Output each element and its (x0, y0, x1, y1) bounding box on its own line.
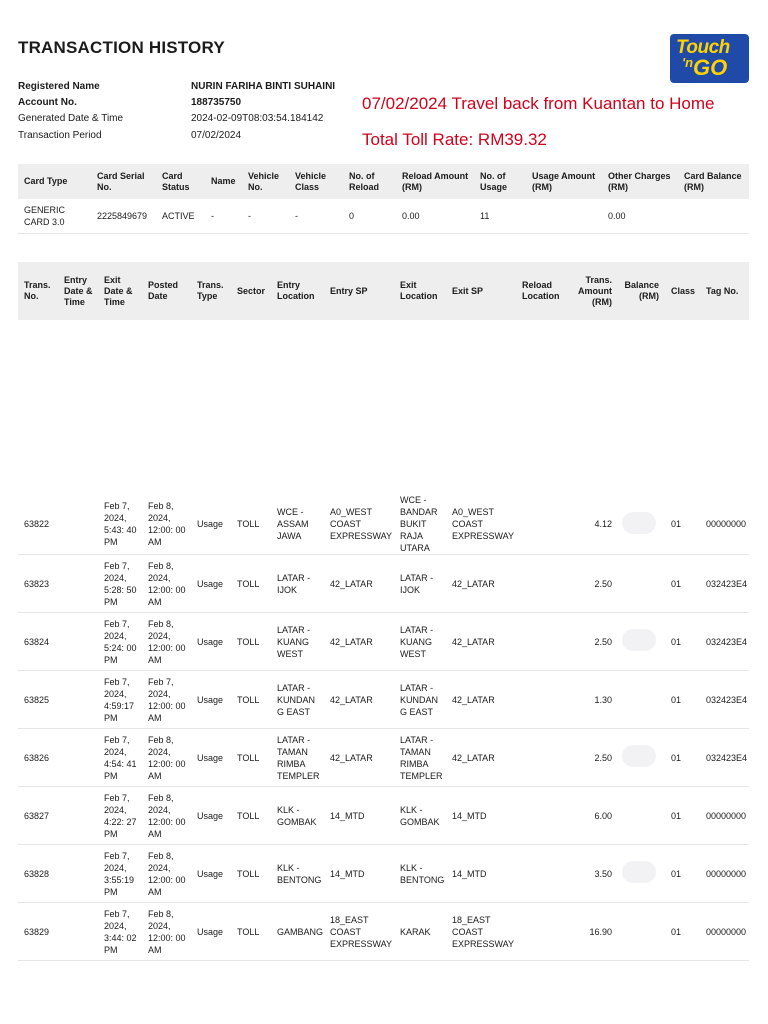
transaction-cell: 14_MTD (446, 787, 516, 845)
transaction-table (18, 494, 749, 961)
transaction-cell (618, 903, 665, 961)
transaction-cell: TOLL (231, 555, 271, 613)
transaction-cell: 63824 (18, 613, 58, 671)
card-cell: ACTIVE (156, 199, 205, 234)
transaction-cell: 01 (665, 787, 700, 845)
account-no-value: 188735750 (191, 97, 242, 108)
card-cell: GENERIC CARD 3.0 (18, 199, 91, 234)
transaction-header-cell: Exit Location (394, 262, 446, 320)
transaction-cell: Feb 8, 2024, 12:00: 00 AM (142, 787, 191, 845)
transaction-cell: 2.50 (571, 613, 618, 671)
transaction-cell (58, 845, 98, 903)
transaction-header-cell: Class (665, 262, 700, 320)
transaction-header-cell: Entry SP (324, 262, 394, 320)
transaction-cell: Usage (191, 845, 231, 903)
transaction-cell (618, 787, 665, 845)
transaction-cell: 42_LATAR (446, 729, 516, 787)
card-header-cell: Name (205, 164, 242, 199)
page-title: TRANSACTION HISTORY (18, 38, 225, 57)
account-no-label: Account No. (18, 97, 77, 108)
transaction-cell: 63826 (18, 729, 58, 787)
transaction-cell: TOLL (231, 671, 271, 729)
redacted-balance-mark (622, 745, 656, 767)
transaction-cell: Feb 7, 2024, 3:55:19 PM (98, 845, 142, 903)
transaction-cell (618, 845, 665, 903)
transaction-cell (618, 494, 665, 555)
transaction-cell (516, 555, 571, 613)
transaction-cell: 01 (665, 671, 700, 729)
transaction-header-cell: Exit SP (446, 262, 516, 320)
transaction-cell: Usage (191, 494, 231, 555)
transaction-cell: 42_LATAR (324, 555, 394, 613)
logo-text-top: Touch (676, 37, 730, 58)
transaction-cell (618, 729, 665, 787)
transaction-cell: 16.90 (571, 903, 618, 961)
transaction-cell: KARAK (394, 903, 446, 961)
transaction-cell: Usage (191, 729, 231, 787)
transaction-cell: Feb 7, 2024, 5:43: 40 PM (98, 494, 142, 555)
transaction-cell: 00000000 (700, 903, 749, 961)
card-table-row (18, 199, 749, 234)
transaction-cell: LATAR - TAMAN RIMBA TEMPLER (394, 729, 446, 787)
card-cell: 2225849679 (91, 199, 156, 234)
card-cell: - (289, 199, 343, 234)
transaction-cell: Feb 8, 2024, 12:00: 00 AM (142, 494, 191, 555)
trip-note: 07/02/2024 Travel back from Kuantan to Home (362, 94, 715, 113)
generated-datetime-label: Generated Date & Time (18, 113, 124, 124)
transaction-cell: KLK - BENTONG (394, 845, 446, 903)
transaction-cell: 63829 (18, 903, 58, 961)
transaction-cell: LATAR - KUNDAN G EAST (271, 671, 324, 729)
transaction-cell: 01 (665, 729, 700, 787)
card-cell: - (242, 199, 289, 234)
table-row (18, 903, 749, 961)
transaction-cell: 032423E4 (700, 671, 749, 729)
redacted-balance-mark (622, 861, 656, 883)
logo-text-go: GO (693, 55, 728, 80)
transaction-cell: Usage (191, 903, 231, 961)
transaction-cell: Usage (191, 787, 231, 845)
transaction-cell: 42_LATAR (324, 729, 394, 787)
transaction-cell: 3.50 (571, 845, 618, 903)
transaction-cell: KLK - GOMBAK (394, 787, 446, 845)
transaction-header-cell: Tag No. (700, 262, 749, 320)
transaction-cell: 63822 (18, 494, 58, 555)
transaction-cell (58, 494, 98, 555)
transaction-header-cell: Reload Location (516, 262, 571, 320)
card-cell: 0 (343, 199, 396, 234)
transaction-cell: Feb 7, 2024, 5:28: 50 PM (98, 555, 142, 613)
transaction-cell: Feb 7, 2024, 12:00: 00 AM (142, 671, 191, 729)
card-table-header (18, 164, 749, 199)
transaction-cell: 42_LATAR (324, 671, 394, 729)
redacted-balance-mark (622, 629, 656, 651)
transaction-cell (618, 613, 665, 671)
transaction-cell: Feb 8, 2024, 12:00: 00 AM (142, 555, 191, 613)
transaction-cell (516, 729, 571, 787)
transaction-cell: 63823 (18, 555, 58, 613)
card-header-cell: No. of Reload (343, 164, 396, 199)
table-row (18, 671, 749, 729)
card-cell: 11 (474, 199, 526, 234)
transaction-cell: 18_EAST COAST EXPRESSWAY (324, 903, 394, 961)
transaction-cell (516, 613, 571, 671)
transaction-cell: 63827 (18, 787, 58, 845)
transaction-header-cell: Entry Date & Time (58, 262, 98, 320)
transaction-cell: 14_MTD (324, 787, 394, 845)
card-cell: - (205, 199, 242, 234)
transaction-header-cell: Posted Date (142, 262, 191, 320)
card-cell (678, 199, 749, 234)
transaction-header-cell: Entry Location (271, 262, 324, 320)
transaction-cell: Feb 8, 2024, 12:00: 00 AM (142, 903, 191, 961)
transaction-cell (516, 787, 571, 845)
touch-n-go-logo (670, 34, 749, 83)
transaction-cell: 00000000 (700, 787, 749, 845)
transaction-header-cell: Trans. No. (18, 262, 58, 320)
registered-name-label: Registered Name (18, 81, 100, 92)
card-header-cell: Card Balance (RM) (678, 164, 749, 199)
transaction-header-cell: Exit Date & Time (98, 262, 142, 320)
card-header-cell: Vehicle No. (242, 164, 289, 199)
transaction-header-cell: Sector (231, 262, 271, 320)
transaction-cell: TOLL (231, 494, 271, 555)
logo-text-n: 'n (682, 55, 694, 70)
transaction-cell: LATAR - KUANG WEST (394, 613, 446, 671)
transaction-cell: TOLL (231, 613, 271, 671)
transaction-cell: GAMBANG (271, 903, 324, 961)
transaction-cell: Feb 8, 2024, 12:00: 00 AM (142, 729, 191, 787)
transaction-cell: LATAR - IJOK (394, 555, 446, 613)
transaction-cell: 032423E4 (700, 729, 749, 787)
transaction-cell: 14_MTD (446, 845, 516, 903)
transaction-cell: 63825 (18, 671, 58, 729)
transaction-table-header (18, 262, 749, 320)
table-row (18, 555, 749, 613)
table-row (18, 729, 749, 787)
transaction-cell: 2.50 (571, 729, 618, 787)
card-header-cell: Card Type (18, 164, 91, 199)
transaction-cell: 032423E4 (700, 555, 749, 613)
transaction-period-label: Transaction Period (18, 130, 102, 141)
transaction-cell: 01 (665, 613, 700, 671)
transaction-cell: WCE - BANDAR BUKIT RAJA UTARA (394, 494, 446, 555)
transaction-cell (618, 555, 665, 613)
table-row (18, 787, 749, 845)
card-cell: 0.00 (602, 199, 678, 234)
transaction-cell: 42_LATAR (324, 613, 394, 671)
transaction-cell: 42_LATAR (446, 613, 516, 671)
transaction-cell (516, 494, 571, 555)
card-header-cell: Card Serial No. (91, 164, 156, 199)
transaction-cell: KLK - GOMBAK (271, 787, 324, 845)
transaction-cell: Feb 8, 2024, 12:00: 00 AM (142, 845, 191, 903)
card-cell (526, 199, 602, 234)
transaction-cell: LATAR - TAMAN RIMBA TEMPLER (271, 729, 324, 787)
transaction-cell: 01 (665, 903, 700, 961)
transaction-cell: LATAR - KUANG WEST (271, 613, 324, 671)
transaction-cell: A0_WEST COAST EXPRESSWAY (446, 494, 516, 555)
transaction-cell (58, 555, 98, 613)
transaction-header-cell: Balance (RM) (618, 262, 665, 320)
transaction-period-value: 07/02/2024 (191, 130, 242, 141)
logo-text-bottom (682, 55, 727, 81)
transaction-cell: Usage (191, 671, 231, 729)
table-row (18, 613, 749, 671)
transaction-cell (516, 845, 571, 903)
transaction-cell: Usage (191, 613, 231, 671)
card-header-cell: No. of Usage (474, 164, 526, 199)
generated-datetime-value: 2024-02-09T08:03:54.184142 (191, 113, 324, 124)
transaction-cell: Feb 7, 2024, 5:24: 00 PM (98, 613, 142, 671)
transaction-cell: TOLL (231, 903, 271, 961)
transaction-cell: TOLL (231, 729, 271, 787)
card-cell: 0.00 (396, 199, 474, 234)
transaction-cell (58, 903, 98, 961)
total-toll-note: Total Toll Rate: RM39.32 (362, 130, 547, 149)
transaction-cell: 18_EAST COAST EXPRESSWAY (446, 903, 516, 961)
transaction-cell: 63828 (18, 845, 58, 903)
transaction-cell: KLK - BENTONG (271, 845, 324, 903)
transaction-cell: 01 (665, 555, 700, 613)
transaction-cell: Feb 8, 2024, 12:00: 00 AM (142, 613, 191, 671)
transaction-cell: WCE - ASSAM JAWA (271, 494, 324, 555)
transaction-cell (58, 613, 98, 671)
transaction-cell: 6.00 (571, 787, 618, 845)
transaction-header-cell: Trans. Type (191, 262, 231, 320)
transaction-header-cell: Trans. Amount (RM) (571, 262, 618, 320)
transaction-cell: LATAR - IJOK (271, 555, 324, 613)
transaction-cell: TOLL (231, 845, 271, 903)
table-row (18, 845, 749, 903)
card-header-cell: Other Charges (RM) (602, 164, 678, 199)
transaction-cell: 032423E4 (700, 613, 749, 671)
card-summary-table (18, 164, 749, 234)
transaction-cell: 00000000 (700, 494, 749, 555)
transaction-cell: Usage (191, 555, 231, 613)
transaction-header-row (18, 262, 749, 320)
transaction-cell (618, 671, 665, 729)
transaction-cell (516, 671, 571, 729)
transaction-cell: 42_LATAR (446, 671, 516, 729)
transaction-cell: 01 (665, 845, 700, 903)
transaction-cell: 14_MTD (324, 845, 394, 903)
transaction-cell: Feb 7, 2024, 4:59:17 PM (98, 671, 142, 729)
transaction-cell: LATAR - KUNDAN G EAST (394, 671, 446, 729)
transaction-cell: Feb 7, 2024, 4:54: 41 PM (98, 729, 142, 787)
card-header-cell: Usage Amount (RM) (526, 164, 602, 199)
redacted-balance-mark (622, 512, 656, 534)
table-row (18, 494, 749, 555)
transaction-cell: 01 (665, 494, 700, 555)
registered-name-value: NURIN FARIHA BINTI SUHAINI (191, 81, 336, 92)
transaction-cell: Feb 7, 2024, 4:22: 27 PM (98, 787, 142, 845)
transaction-cell: TOLL (231, 787, 271, 845)
transaction-cell: 00000000 (700, 845, 749, 903)
transaction-cell: 42_LATAR (446, 555, 516, 613)
transaction-cell (58, 671, 98, 729)
transaction-cell: 4.12 (571, 494, 618, 555)
transaction-cell (516, 903, 571, 961)
transaction-cell (58, 787, 98, 845)
card-header-cell: Vehicle Class (289, 164, 343, 199)
card-header-cell: Reload Amount (RM) (396, 164, 474, 199)
transaction-cell (58, 729, 98, 787)
transaction-cell: Feb 7, 2024, 3:44: 02 PM (98, 903, 142, 961)
card-header-cell: Card Status (156, 164, 205, 199)
transaction-cell: 2.50 (571, 555, 618, 613)
transaction-cell: A0_WEST COAST EXPRESSWAY (324, 494, 394, 555)
transaction-cell: 1.30 (571, 671, 618, 729)
